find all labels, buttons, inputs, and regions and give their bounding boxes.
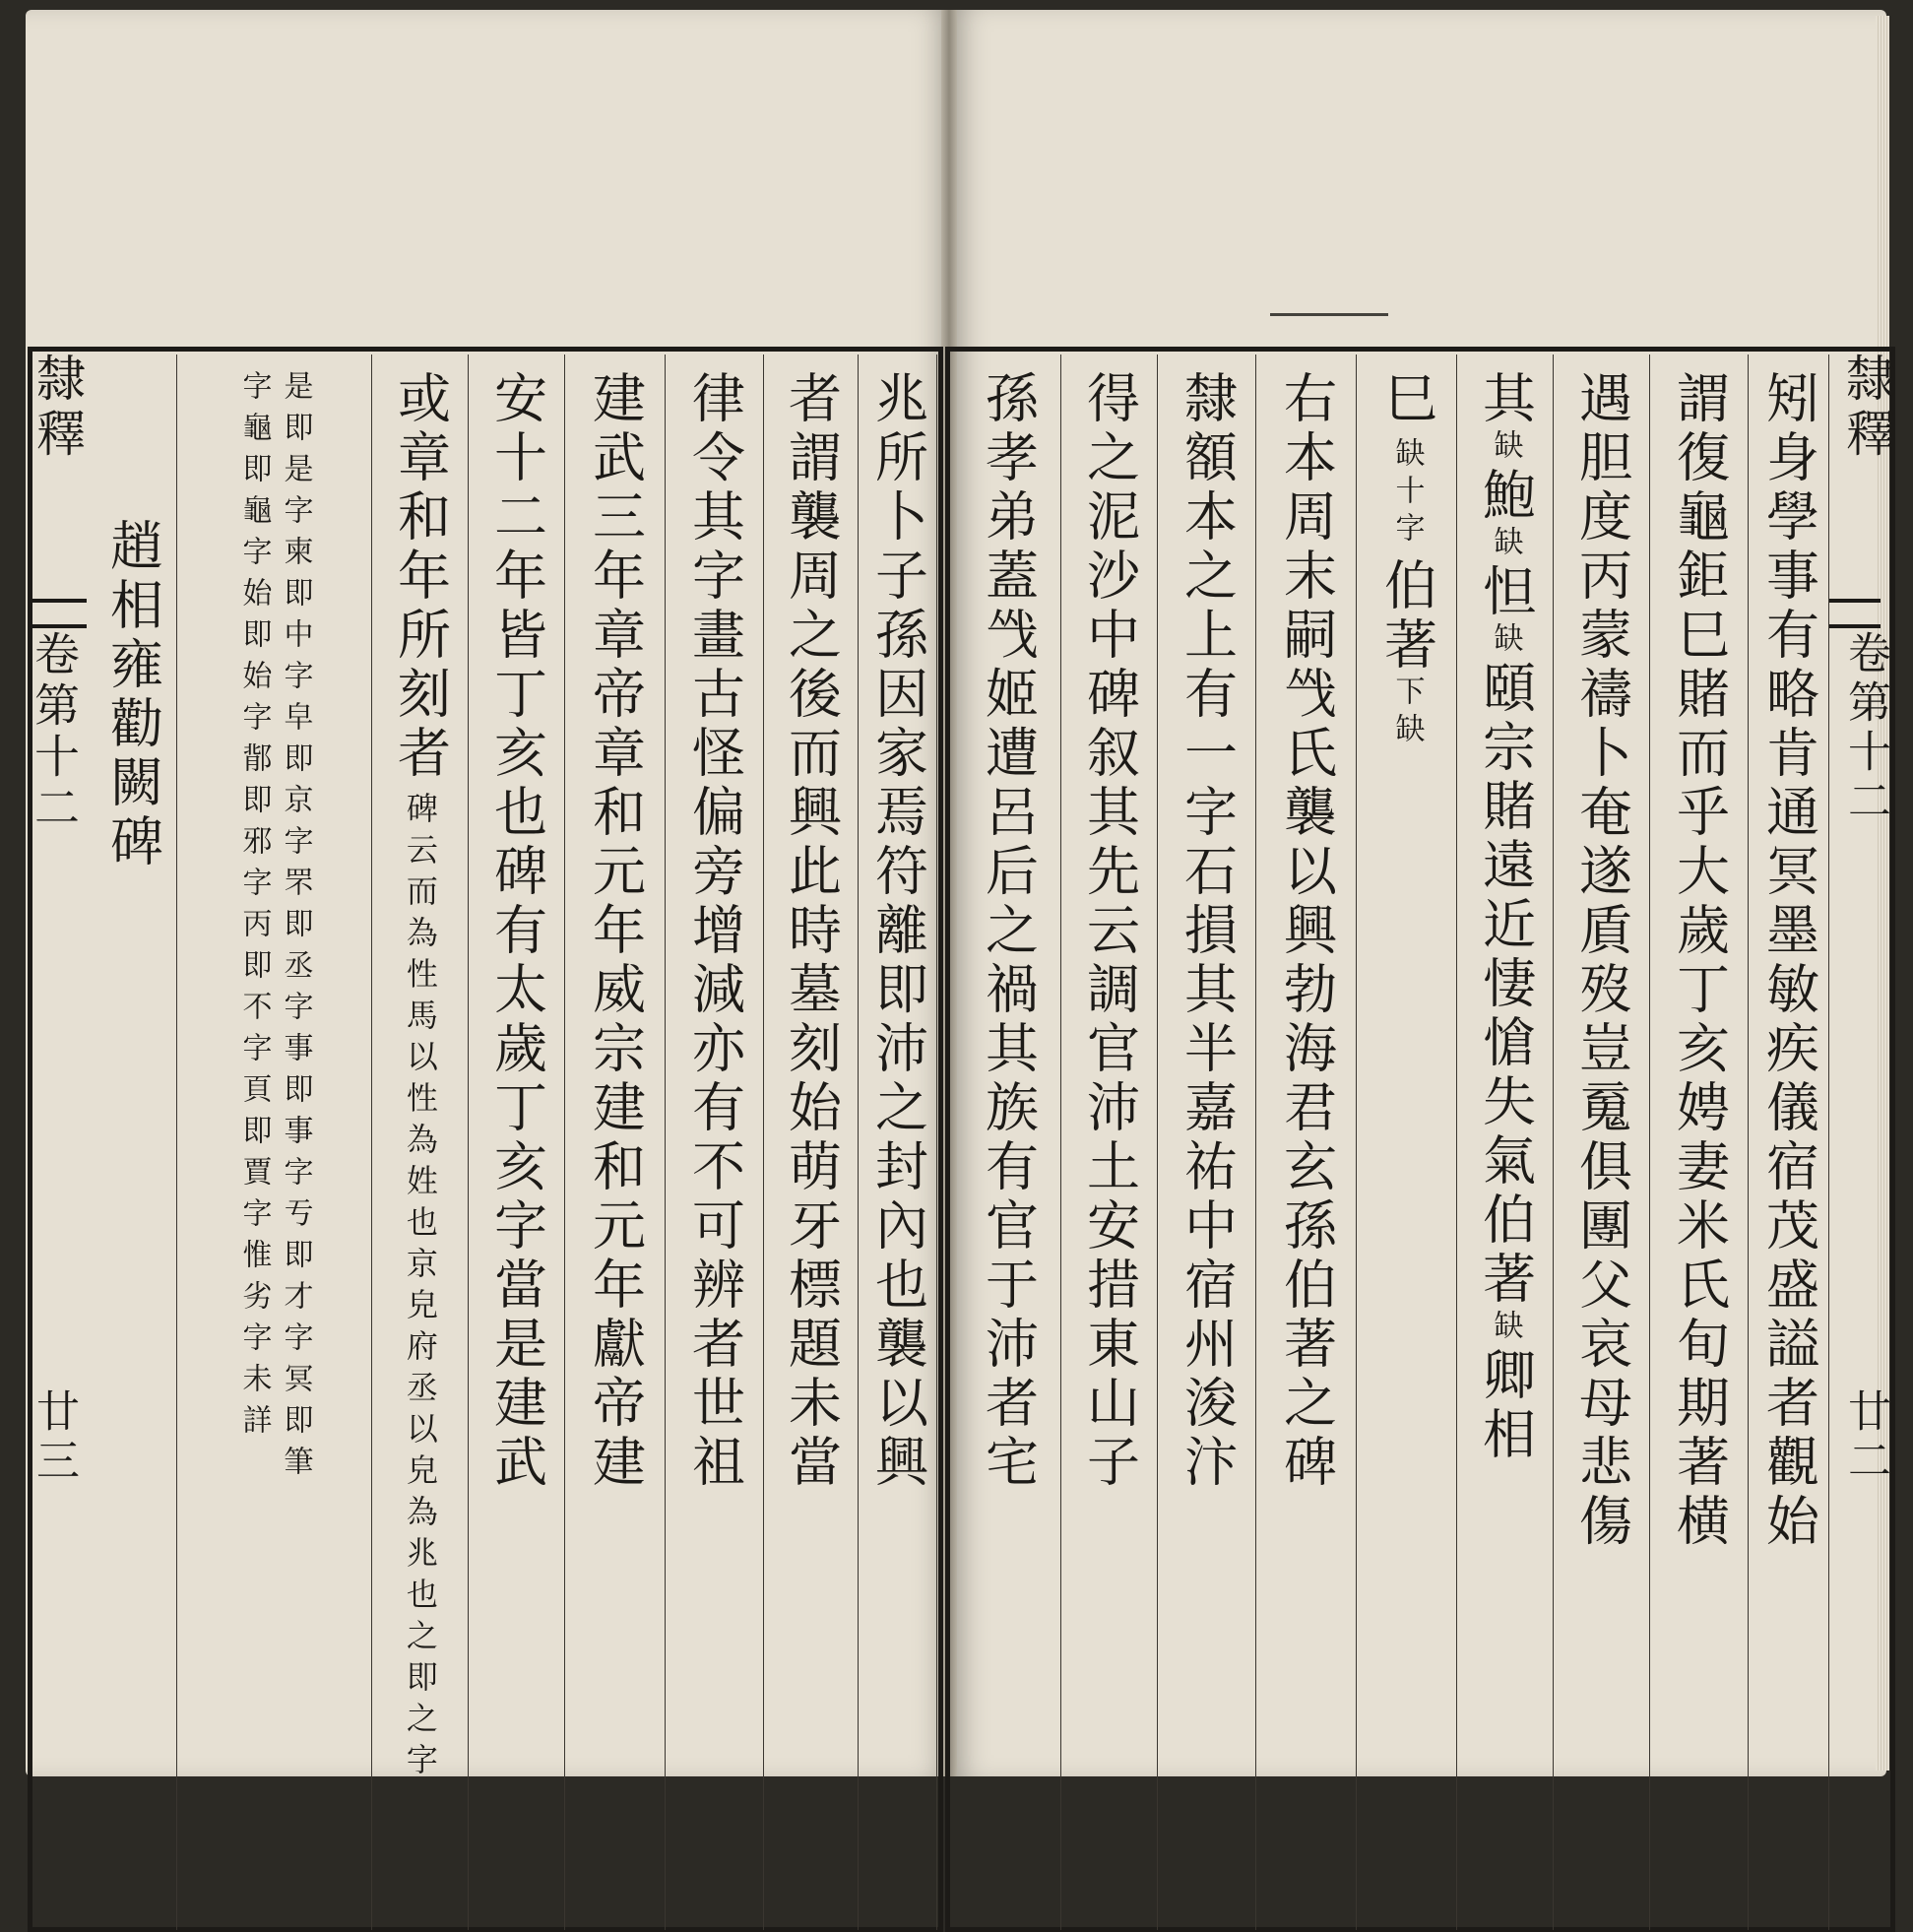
right-col-7	[1158, 354, 1256, 1930]
right-col-6	[1256, 354, 1357, 1930]
column-note: 碑云而為性馬以性為姓也京皃府丞以皃為兆也之即之字	[401, 792, 439, 1784]
left-col-4	[565, 354, 666, 1930]
column-text: 卿相	[1474, 1347, 1537, 1465]
lacuna-note: 缺	[1488, 429, 1523, 467]
right-margin-page-no: 廿二	[1840, 1388, 1890, 1487]
left-col-2	[764, 354, 859, 1930]
lacuna-note: 缺	[1488, 1310, 1523, 1347]
double-column-note: 是即是字柬即中字皁即京字罘即丞字事即事字亐即才字冥即筆字龜即龜字始即始字鄁即邪字丙即不字頁即賈字惟劣字未詳	[236, 370, 313, 1487]
column-text: 隸額本之上有一字石損其半嘉祐中宿州浚汴	[1176, 370, 1239, 1493]
left-col-8	[89, 354, 177, 1930]
column-text: 律令其字畫古怪偏旁增減亦有不可辨者世祖	[683, 370, 746, 1493]
right-col-9	[955, 354, 1061, 1930]
right-col-4	[1457, 354, 1554, 1930]
left-margin-page-no: 廿三	[29, 1388, 79, 1487]
left-col-3	[666, 354, 764, 1930]
column-text: 謂復龜鉅巳賭而乎大歲丁亥娉妻米氏旬期著横	[1668, 370, 1731, 1552]
right-margin-title: 隸釋	[1838, 353, 1895, 463]
column-text: 孫孝弟蓋㦰姬遭呂后之禍其族有官于沛者宅	[977, 370, 1040, 1493]
column-text: 遇胆度丙蒙禱卜奄遂貭歿豈䰟俱團父哀母悲傷	[1570, 370, 1633, 1552]
left-col-6	[372, 354, 469, 1930]
right-col-5	[1357, 354, 1457, 1930]
lacuna-note: 下缺	[1389, 676, 1425, 750]
left-margin-title: 隸釋	[29, 353, 86, 463]
column-text: 或章和年所刻者	[389, 370, 452, 784]
left-col-5	[469, 354, 565, 1930]
column-text: 安十二年皆丁亥也碑有太歲丁亥字當是建武	[485, 370, 548, 1493]
right-col-2	[1650, 354, 1749, 1930]
column-text: 右本周末嗣㦰氏襲以興勃海君玄孫伯著之碑	[1275, 370, 1338, 1493]
column-text: 者謂襲周之後而興此時墓刻始萌牙標題未當	[780, 370, 843, 1493]
ink-bleed	[1270, 313, 1388, 316]
right-col-1	[1749, 354, 1829, 1930]
lacuna-note: 缺十字	[1389, 437, 1425, 549]
left-col-1	[859, 354, 937, 1930]
right-margin-column	[1829, 354, 1881, 1930]
left-col-7	[177, 354, 372, 1930]
right-col-3	[1554, 354, 1650, 1930]
stele-title: 趙相雍勸闕碑	[101, 518, 164, 872]
column-text: 怛	[1474, 563, 1537, 622]
right-fish-tail	[1829, 599, 1881, 628]
column-text: 矧身學事有略肯通冥墨敏疾儀宿茂盛謚者觀始	[1757, 370, 1820, 1552]
column-text: 伯著	[1375, 557, 1438, 676]
column-text: 得之泥沙中碑叙其先云調官沛土安措東山子	[1078, 370, 1141, 1493]
left-fish-tail	[28, 599, 87, 628]
column-text: 巳	[1375, 370, 1438, 429]
lacuna-note: 缺	[1488, 622, 1523, 660]
right-margin-chapter: 卷第十二	[1840, 630, 1890, 827]
left-margin-chapter: 卷第十二	[28, 630, 81, 835]
column-text: 建武三年章帝章和元年威宗建和元年獻帝建	[584, 370, 647, 1493]
column-text: 頤宗賭遠近悽愴失氣伯著	[1474, 660, 1537, 1310]
column-text: 其	[1474, 370, 1537, 429]
column-text: 鮑	[1474, 467, 1537, 526]
lacuna-note: 缺	[1488, 526, 1523, 563]
right-col-8	[1061, 354, 1158, 1930]
column-text: 兆所卜子孫因家焉符離即沛之封內也襲以興	[866, 370, 929, 1493]
